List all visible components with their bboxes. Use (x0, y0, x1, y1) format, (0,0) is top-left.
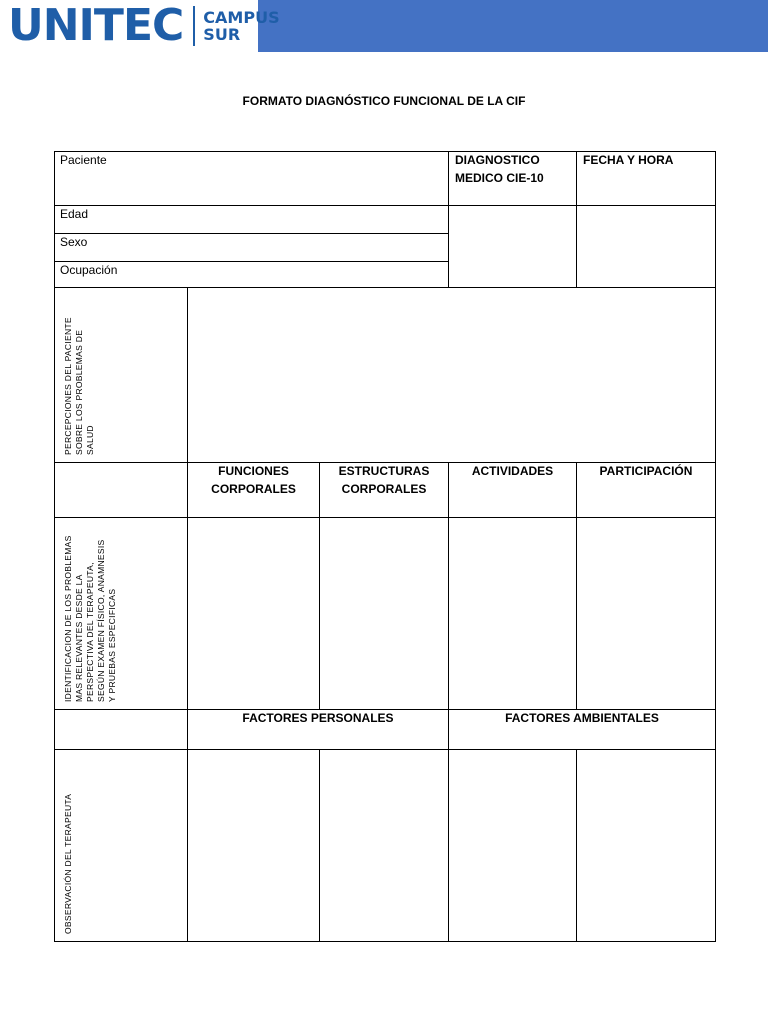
label-diagnostico-line1: DIAGNOSTICO (455, 153, 540, 167)
label-identificacion-line2: MAS RELEVANTES DESDE LA (74, 574, 84, 702)
rule (448, 151, 449, 288)
label-percepciones (63, 317, 96, 455)
label-identificacion-line1: IDENTIFICACION DE LOS PROBLEMAS (63, 535, 73, 702)
header-funciones-line1: FUNCIONES (218, 464, 289, 478)
rule (576, 749, 577, 942)
logo-word: UNITEC (8, 0, 184, 51)
rule (54, 941, 716, 942)
rule (54, 517, 716, 518)
label-percepciones-line3: SALUD (85, 425, 95, 455)
rule (576, 151, 577, 288)
label-identificacion-line5: Y PRUEBAS ESPECIFICAS (107, 588, 117, 702)
rule (715, 151, 716, 942)
rule (54, 287, 716, 288)
label-sexo: Sexo (60, 235, 88, 249)
label-identificacion-line3: PERSPECTIVA DEL TERAPEUTA, (85, 562, 95, 702)
header-estructuras-corporales (320, 462, 448, 498)
logo-campus-line1: CAMPUS (203, 8, 280, 27)
label-diagnostico-line2: MEDICO CIE-10 (455, 171, 544, 185)
rule (319, 749, 320, 942)
label-diagnostico (455, 151, 544, 187)
header-funciones-corporales (188, 462, 319, 498)
header-factores-personales: FACTORES PERSONALES (242, 711, 394, 725)
label-ocupacion: Ocupación (60, 263, 118, 277)
rule (54, 151, 55, 942)
label-identificacion (63, 535, 118, 702)
header-actividades: ACTIVIDADES (471, 464, 554, 478)
rule (576, 462, 577, 710)
rule (54, 233, 448, 234)
rule (187, 287, 188, 942)
logo-campus-line2: SUR (203, 25, 241, 44)
label-percepciones-line2: SOBRE LOS PROBLEMAS DE (74, 329, 84, 455)
label-observacion: OBSERVACIÓN DEL TERAPEUTA (63, 793, 73, 934)
rule (319, 462, 320, 710)
label-fecha-hora: FECHA Y HORA (583, 153, 674, 167)
rule (54, 205, 716, 206)
rule (448, 462, 449, 942)
header-factores-ambientales: FACTORES AMBIENTALES (505, 711, 659, 725)
header-estructuras-line2: CORPORALES (341, 482, 427, 496)
label-edad: Edad (60, 207, 89, 221)
label-percepciones-line1: PERCEPCIONES DEL PACIENTE (63, 317, 73, 455)
header-estructuras-line1: ESTRUCTURAS (338, 464, 430, 478)
rule (54, 749, 716, 750)
header-participacion: PARTICIPACIÓN (599, 464, 693, 478)
label-paciente: Paciente (60, 153, 107, 167)
document-title: FORMATO DIAGNÓSTICO FUNCIONAL DE LA CIF (242, 94, 526, 108)
header-funciones-line2: CORPORALES (211, 482, 296, 496)
label-identificacion-line4: SEGÚN EXAMEN FÍSICO, ANAMNESIS (96, 539, 106, 702)
